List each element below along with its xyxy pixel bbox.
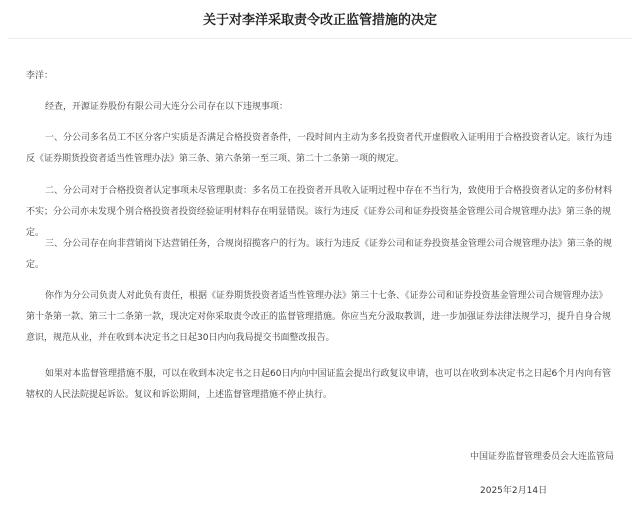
issue-date: 2025年2月14日 [480,486,548,496]
violation-item-3: 三、分公司存在向非营销岗下达营销任务，合规岗招揽客户的行为。该行为违反《证券公司和证券投资基金管理公司合规管理办法》第三条的规定。 [26,239,613,270]
responsibility-paragraph: 你作为分公司负责人对此负有责任，根据《证券期货投资者适当性管理办法》第三十七条、《证券公司和证券投资基金管理公司合规管理办法》第十条第一款、第三十二条第一款，现决定对你采取责令改正的监督管理措施。你应当充分汲取教训，进一步加强证券法律法规学习，提升自身合规意识，规范从业，并在收到本决定书之日起30日内向我局提交书面整改报告。 [26,291,612,343]
issuer-name: 中国证券监督管理委员会大连监管局 [469,452,614,462]
intro-paragraph: 经查，开源证券股份有限公司大连分公司存在以下违规事项： [45,102,289,112]
greeting: 李洋： [26,71,54,81]
appeal-paragraph: 如果对本监督管理措施不服，可以在收到本决定书之日起60日内向中国证监会提出行政复议申请，也可以在收到本决定书之日起6个月内向有管辖权的人民法院提起诉讼。复议和诉讼期间，上述监督管理措施不停止执行。 [26,369,612,400]
violation-item-1: 一、分公司多名员工不区分客户实质是否满足合格投资者条件，一段时间内主动为多名投资者代开虚假收入证明用于合格投资者认定。该行为违反《证券期货投资者适当性管理办法》第三条、第六条第一至三项、第二十二条第一项的规定。 [26,133,613,164]
document-title: 关于对李洋采取责令改正监管措施的决定 [202,13,437,28]
title-divider [8,38,632,39]
violation-item-2: 二、分公司对于合格投资者认定事项未尽管理职责：多名员工在投资者开具收入证明过程中存在不当行为，致使用于合格投资者认定的多份材料不实；分公司亦未发现个别合格投资者投资经验证明材料存在明显错误。该行为违反《证券公司和证券投资基金管理公司合规管理办法》第三条的规定。 [26,186,613,238]
